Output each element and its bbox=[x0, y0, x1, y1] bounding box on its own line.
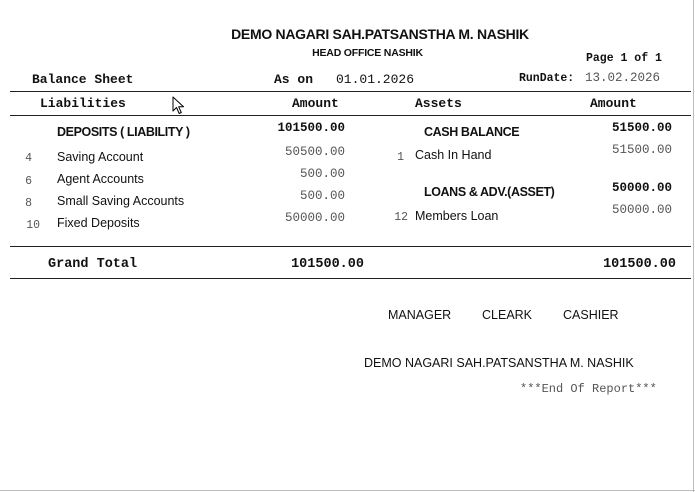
assets-amount-column-header: Amount bbox=[590, 96, 637, 111]
run-date: 13.02.2026 bbox=[585, 71, 661, 85]
mouse-pointer-icon bbox=[172, 96, 186, 116]
run-date-label: RunDate: bbox=[519, 72, 575, 85]
account-code: 1 bbox=[397, 151, 404, 164]
account-code: 8 bbox=[25, 197, 32, 210]
organization-title: DEMO NAGARI SAH.PATSANSTHA M. NASHIK bbox=[231, 26, 529, 42]
page-info: Page 1 of 1 bbox=[586, 52, 662, 65]
header-bottom-rule bbox=[10, 115, 691, 116]
as-on-label: As on bbox=[274, 72, 314, 87]
grand-total-assets: 101500.00 bbox=[603, 257, 676, 272]
grand-total-liabilities: 101500.00 bbox=[291, 257, 364, 272]
page-bottom-border bbox=[0, 490, 695, 491]
page-right-border bbox=[693, 0, 694, 492]
account-name: Cash In Hand bbox=[415, 148, 492, 162]
header-top-rule bbox=[10, 91, 691, 92]
report-name: Balance Sheet bbox=[32, 72, 134, 87]
account-amount: 50000.00 bbox=[611, 203, 672, 217]
account-amount: 50000.00 bbox=[284, 211, 345, 225]
account-amount: 500.00 bbox=[299, 189, 345, 203]
asset-group-total: 51500.00 bbox=[611, 121, 672, 135]
signatory-manager: MANAGER bbox=[388, 308, 452, 322]
signatory-cashier: CASHIER bbox=[563, 308, 619, 322]
account-code: 4 bbox=[25, 152, 32, 165]
liabilities-column-header: Liabilities bbox=[40, 96, 126, 111]
asset-group-title: LOANS & ADV.(ASSET) bbox=[424, 185, 555, 199]
liabilities-amount-column-header: Amount bbox=[292, 96, 339, 111]
liability-group-total: 101500.00 bbox=[277, 121, 345, 135]
account-code: 6 bbox=[25, 175, 32, 188]
account-name: Fixed Deposits bbox=[57, 216, 140, 230]
footer-organization: DEMO NAGARI SAH.PATSANSTHA M. NASHIK bbox=[364, 356, 634, 370]
total-bottom-rule bbox=[10, 278, 691, 279]
account-code: 10 bbox=[26, 219, 40, 232]
signatory-clerk: CLEARK bbox=[482, 308, 533, 322]
asset-group-title: CASH BALANCE bbox=[424, 125, 520, 139]
account-name: Saving Account bbox=[57, 150, 144, 164]
branch-name: HEAD OFFICE NASHIK bbox=[312, 47, 423, 59]
account-amount: 500.00 bbox=[299, 167, 345, 181]
as-on-date: 01.01.2026 bbox=[336, 72, 415, 87]
account-name: Members Loan bbox=[415, 209, 499, 223]
assets-column-header: Assets bbox=[415, 96, 462, 111]
account-name: Agent Accounts bbox=[57, 172, 144, 186]
grand-total-label: Grand Total bbox=[48, 257, 138, 272]
account-name: Small Saving Accounts bbox=[57, 194, 185, 208]
asset-group-total: 50000.00 bbox=[611, 181, 672, 195]
liability-group-title: DEPOSITS ( LIABILITY ) bbox=[57, 125, 190, 139]
end-of-report: ***End Of Report*** bbox=[520, 382, 657, 396]
account-amount: 51500.00 bbox=[611, 143, 672, 157]
account-code: 12 bbox=[394, 211, 408, 224]
account-amount: 50500.00 bbox=[284, 145, 345, 159]
total-top-rule bbox=[10, 246, 691, 247]
